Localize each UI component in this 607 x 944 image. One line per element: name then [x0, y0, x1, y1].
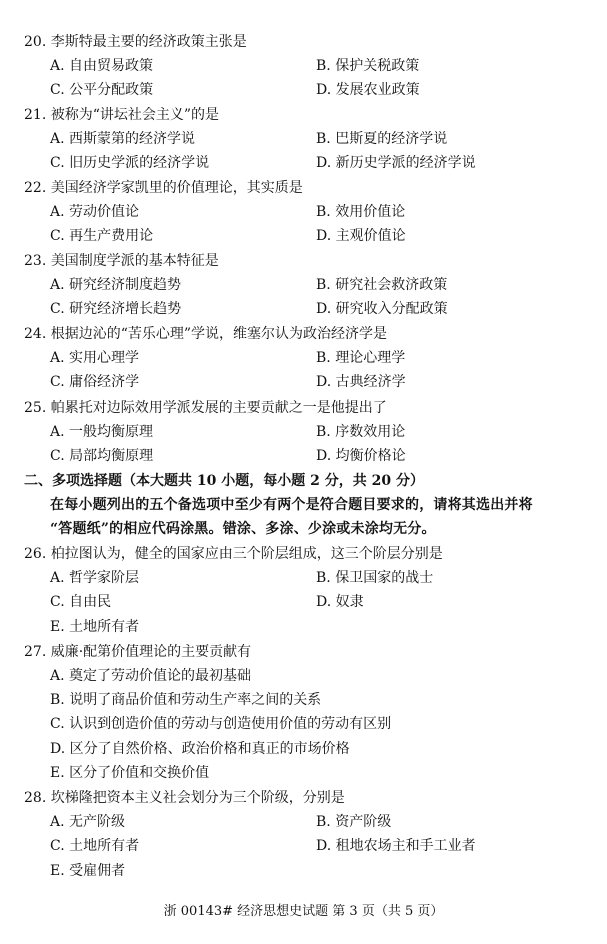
- q27-option-a: A. 奠定了劳动价值论的最初基础: [50, 668, 252, 684]
- q27-option-e: E. 区分了价值和交换价值: [50, 765, 210, 781]
- q27-option-d: D. 区分了自然价格、政治价格和真正的市场价格: [50, 741, 350, 757]
- q21-option-c: C. 旧历史学派的经济学说: [50, 155, 210, 171]
- q28-option-e: E. 受雇佣者: [50, 863, 126, 879]
- question-25-stem: 25. 帕累托对边际效用学派发展的主要贡献之一是他提出了: [24, 400, 387, 416]
- q26-option-b: B. 保卫国家的战士: [316, 570, 434, 586]
- q23-option-a: A. 研究经济制度趋势: [50, 277, 182, 293]
- q28-option-b: B. 资产阶级: [316, 814, 392, 830]
- q20-option-b: B. 保护关税政策: [316, 58, 420, 74]
- question-22-stem: 22. 美国经济学家凯里的价值理论，其实质是: [24, 180, 303, 196]
- q28-option-d: D. 租地农场主和手工业者: [316, 838, 476, 854]
- q26-option-d: D. 奴隶: [316, 594, 364, 610]
- q23-option-c: C. 研究经济增长趋势: [50, 301, 182, 317]
- q22-option-c: C. 再生产费用论: [50, 228, 154, 244]
- q22-option-a: A. 劳动价值论: [50, 204, 140, 220]
- question-24-stem: 24. 根据边沁的“苦乐心理”学说，维塞尔认为政治经济学是: [24, 326, 388, 342]
- q24-option-c: C. 庸俗经济学: [50, 374, 140, 390]
- q28-option-a: A. 无产阶级: [50, 814, 126, 830]
- q26-option-e: E. 土地所有者: [50, 619, 140, 635]
- question-20-stem: 20. 李斯特最主要的经济政策主张是: [24, 34, 247, 50]
- q27-option-b: B. 说明了商品价值和劳动生产率之间的关系: [50, 692, 322, 708]
- question-23-stem: 23. 美国制度学派的基本特征是: [24, 253, 219, 269]
- q24-option-b: B. 理论心理学: [316, 350, 406, 366]
- page-footer: 浙 00143# 经济思想史试题 第 3 页（共 5 页）: [163, 904, 444, 919]
- q21-option-a: A. 西斯蒙第的经济学说: [50, 131, 196, 147]
- q20-option-a: A. 自由贸易政策: [50, 58, 154, 74]
- question-26-stem: 26. 柏拉图认为，健全的国家应由三个阶层组成，这三个阶层分别是: [24, 546, 443, 562]
- question-28-stem: 28. 坎梯隆把资本主义社会划分为三个阶级，分别是: [24, 790, 345, 806]
- q25-option-d: D. 均衡价格论: [316, 448, 406, 464]
- q20-option-c: C. 公平分配政策: [50, 82, 154, 98]
- q26-option-c: C. 自由民: [50, 594, 112, 610]
- q22-option-d: D. 主观价值论: [316, 228, 406, 244]
- q26-option-a: A. 哲学家阶层: [50, 570, 140, 586]
- q24-option-a: A. 实用心理学: [50, 350, 140, 366]
- section-2-title: 二、多项选择题（本大题共 10 小题，每小题 2 分，共 20 分）: [24, 473, 424, 489]
- section-2-instruction-line2: “答题纸”的相应代码涂黑。错涂、多涂、少涂或未涂均无分。: [50, 521, 436, 537]
- q22-option-b: B. 效用价值论: [316, 204, 406, 220]
- q21-option-b: B. 巴斯夏的经济学说: [316, 131, 448, 147]
- q23-option-b: B. 研究社会救济政策: [316, 277, 448, 293]
- q21-option-d: D. 新历史学派的经济学说: [316, 155, 476, 171]
- q25-option-a: A. 一般均衡原理: [50, 424, 154, 440]
- q25-option-b: B. 序数效用论: [316, 424, 406, 440]
- q25-option-c: C. 局部均衡原理: [50, 448, 154, 464]
- q20-option-d: D. 发展农业政策: [316, 82, 420, 98]
- question-21-stem: 21. 被称为“讲坛社会主义”的是: [24, 107, 220, 123]
- question-27-stem: 27. 威廉·配第价值理论的主要贡献有: [24, 644, 252, 660]
- q23-option-d: D. 研究收入分配政策: [316, 301, 448, 317]
- q27-option-c: C. 认识到创造价值的劳动与创造使用价值的劳动有区别: [50, 716, 392, 732]
- section-2-instruction-line1: 在每小题列出的五个备选项中至少有两个是符合题目要求的，请将其选出并将: [50, 497, 533, 513]
- q24-option-d: D. 古典经济学: [316, 374, 406, 390]
- q28-option-c: C. 土地所有者: [50, 838, 140, 854]
